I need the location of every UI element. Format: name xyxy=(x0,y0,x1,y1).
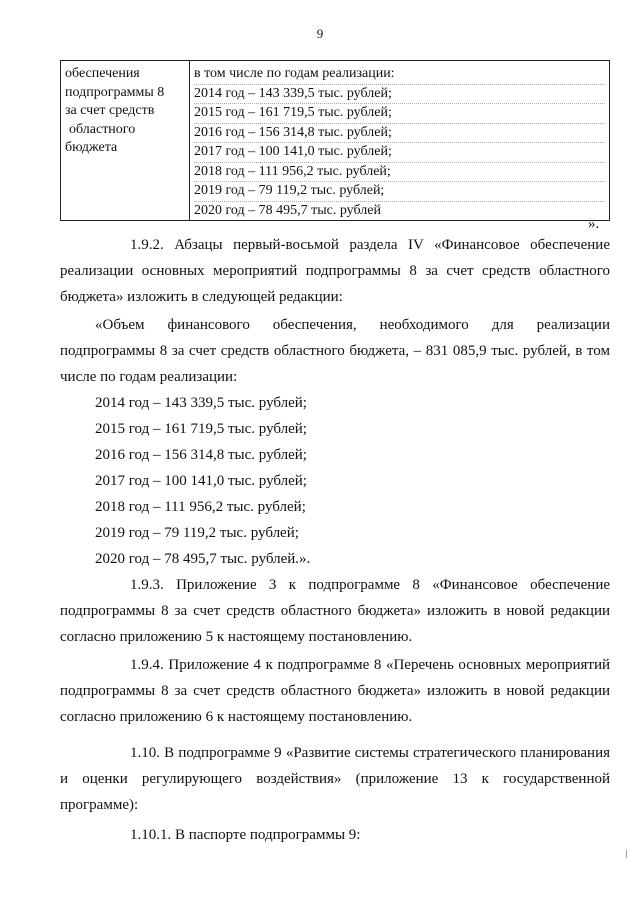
paragraph-text: Абзацы первый-восьмой раздела IV «Финансовое обеспечение реализации основных мероприятий подпрограммы 8 за счет средств областного бюджета» изложить в следующей редакции: xyxy=(60,237,610,305)
paragraph-number: 1.9.2. xyxy=(130,237,164,253)
paragraph-1-9-4 xyxy=(60,652,610,730)
table-year-header: в том числе по годам реализации: xyxy=(194,65,605,85)
paragraph-text: Приложение 3 к подпрограмме 8 «Финансовое обеспечение подпрограммы 8 за счет средств областного бюджета» изложить в новой редакции согласно приложению 5 к настоящему постановлению. xyxy=(60,577,611,645)
table-left-cell xyxy=(61,61,190,221)
paragraph-quote xyxy=(60,312,610,390)
year-entry: 2017 год – 100 141,0 тыс. рублей; xyxy=(95,473,307,489)
year-entry: 2018 год – 111 956,2 тыс. рублей; xyxy=(95,499,306,515)
budget-table xyxy=(60,60,610,221)
table-year-line: 2017 год – 100 141,0 тыс. рублей; xyxy=(194,143,605,163)
table-right-cell xyxy=(190,61,610,221)
year-entry: 2015 год – 161 719,5 тыс. рублей; xyxy=(95,421,307,437)
paragraph-1-9-2 xyxy=(60,232,610,310)
paragraph-text: Приложение 4 к подпрограмме 8 «Перечень основных мероприятий подпрограммы 8 за счет средств областного бюджета» изложить в новой редакции согласно приложению 6 к настоящему постановлению. xyxy=(60,657,611,725)
margin-mark xyxy=(626,850,627,858)
table-year-line: 2014 год – 143 339,5 тыс. рублей; xyxy=(194,85,605,105)
paragraph-1-9-3 xyxy=(60,572,610,650)
year-entry: 2016 год – 156 314,8 тыс. рублей; xyxy=(95,447,307,463)
table-close-quote: ». xyxy=(588,216,600,232)
paragraph-text: В подпрограмме 9 «Развитие системы стратегического планирования и оценки регулирующего воздействия» (приложение 13 к государственной программе): xyxy=(60,745,610,813)
paragraph-1-10 xyxy=(60,740,610,818)
paragraph-number: 1.9.3. xyxy=(130,577,164,593)
table-left-line: обеспечения xyxy=(65,66,140,81)
paragraph-number: 1.10.1. xyxy=(130,827,172,843)
table-left-line: бюджета xyxy=(65,140,118,155)
paragraph-number: 1.9.4. xyxy=(130,657,164,673)
table-left-line: за счет средств xyxy=(65,103,155,118)
table-year-line: 2016 год – 156 314,8 тыс. рублей; xyxy=(194,124,605,144)
year-entry: 2020 год – 78 495,7 тыс. рублей.». xyxy=(95,551,311,567)
year-entry: 2014 год – 143 339,5 тыс. рублей; xyxy=(95,395,307,411)
paragraph-text: В паспорте подпрограммы 9: xyxy=(175,827,361,843)
table-year-line: 2018 год – 111 956,2 тыс. рублей; xyxy=(194,163,605,183)
table-year-line: 2020 год – 78 495,7 тыс. рублей xyxy=(194,202,381,218)
table-year-line: 2019 год – 79 119,2 тыс. рублей; xyxy=(194,182,605,202)
table-row xyxy=(61,61,610,221)
table-year-line: 2015 год – 161 719,5 тыс. рублей; xyxy=(194,104,605,124)
table-left-line: областного xyxy=(69,121,136,137)
paragraph-text: «Объем финансового обеспечения, необходимого для реализации подпрограммы 8 за счет средств областного бюджета, – 831 085,9 тыс. рублей, в том числе по годам реализации: xyxy=(60,317,610,385)
page-number: 9 xyxy=(316,26,324,41)
paragraph-1-10-1 xyxy=(60,822,610,848)
paragraph-number: 1.10. xyxy=(130,745,160,761)
year-entry: 2019 год – 79 119,2 тыс. рублей; xyxy=(95,525,299,541)
table-left-line: подпрограммы 8 xyxy=(65,84,165,100)
